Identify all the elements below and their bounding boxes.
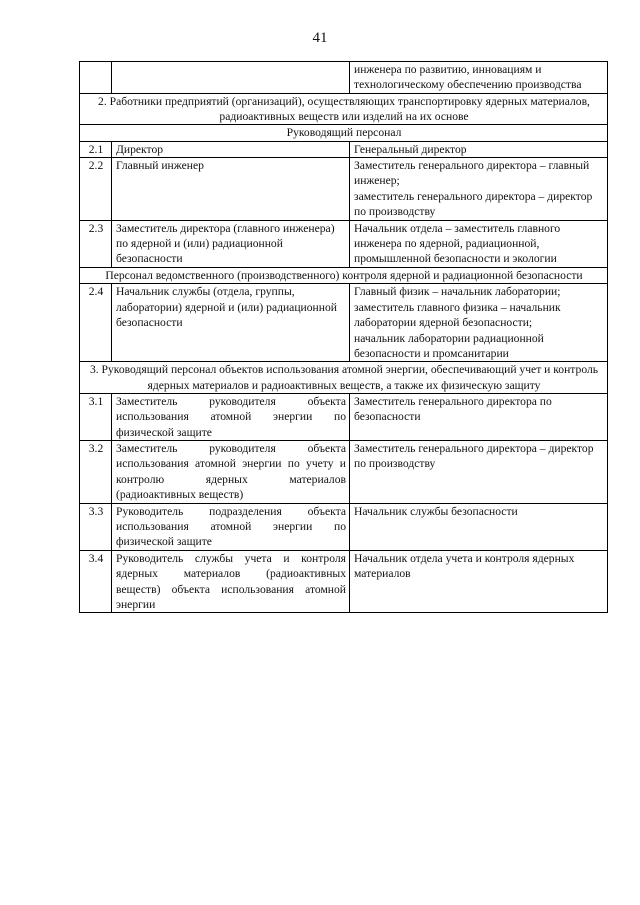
row-number	[80, 62, 112, 94]
table-row	[80, 158, 608, 221]
positions-table	[79, 61, 608, 613]
position-title: Начальник службы (отдела, группы, лаборатории) ядерной и (или) радиационной безопасности	[112, 284, 350, 362]
equivalent-position: Заместитель генерального директора – главный инженер;	[354, 159, 590, 188]
equivalent-positions	[350, 62, 608, 94]
table-row	[80, 550, 608, 613]
section-heading: 3. Руководящий персонал объектов использования атомной энергии, обеспечивающий учет и контроль ядерных материалов и радиоактивных веществ, а также их физическую защиту	[80, 362, 608, 393]
row-number: 3.1	[80, 393, 112, 440]
equivalent-position: Главный физик – начальник лаборатории;	[354, 285, 561, 299]
position-title: Главный инженер	[112, 158, 350, 221]
row-number: 3.4	[80, 550, 112, 613]
row-number: 3.3	[80, 503, 112, 550]
equivalent-position: Генеральный директор	[354, 142, 467, 156]
table-row	[80, 393, 608, 440]
equivalent-position: заместитель главного физика – начальник лаборатории ядерной безопасности;	[354, 300, 561, 330]
section-heading-row	[80, 93, 608, 124]
table-row	[80, 220, 608, 267]
equivalent-position: Начальник отдела учета и контроля ядерных материалов	[354, 551, 575, 581]
row-number: 2.3	[80, 220, 112, 267]
equivalent-position: Заместитель генерального директора – директор по производству	[354, 441, 594, 471]
page-number: 41	[312, 30, 328, 46]
section-heading: 2. Работники предприятий (организаций), осуществляющих транспортировку ядерных материалов, радиоактивных веществ или изделий на их основе	[80, 93, 608, 124]
table-row	[80, 503, 608, 550]
position-title: Заместитель руководителя объекта использования атомной энергии по учету и контролю ядерных материалов (радиоактивных веществ)	[112, 440, 350, 503]
equivalent-positions	[350, 503, 608, 550]
subsection-heading: Руководящий персонал	[80, 125, 608, 141]
row-number: 2.1	[80, 141, 112, 157]
row-number: 3.2	[80, 440, 112, 503]
equivalent-position: заместитель генерального директора – директор по производству	[354, 189, 593, 219]
equivalent-position: Начальник отдела – заместитель главного инженера по ядерной, радиационной, промышленной безопасности и экологии	[354, 221, 561, 266]
section-heading-row	[80, 362, 608, 393]
equivalent-positions	[350, 393, 608, 440]
position-title: Руководитель подразделения объекта использования атомной энергии по физической защите	[112, 503, 350, 550]
equivalent-position: начальник лаборатории радиационной безопасности и промсанитарии	[354, 331, 544, 360]
equivalent-positions	[350, 284, 608, 362]
equivalent-positions	[350, 220, 608, 267]
position-title: Руководитель службы учета и контроля ядерных материалов (радиоактивных веществ) объекта использования атомной энергии	[112, 550, 350, 613]
table-row	[80, 141, 608, 157]
table-row	[80, 440, 608, 503]
equivalent-positions	[350, 440, 608, 503]
equivalent-positions	[350, 158, 608, 221]
subsection-heading-row	[80, 267, 608, 283]
equivalent-position: Заместитель генерального директора по безопасности	[354, 394, 552, 424]
position-title: Заместитель директора (главного инженера) по ядерной и (или) радиационной безопасности	[112, 220, 350, 267]
table-row	[80, 284, 608, 362]
row-number: 2.4	[80, 284, 112, 362]
position-title: Директор	[112, 141, 350, 157]
position-title	[112, 62, 350, 94]
position-title: Заместитель руководителя объекта использования атомной энергии по физической защите	[112, 393, 350, 440]
subsection-heading-row	[80, 125, 608, 141]
row-number: 2.2	[80, 158, 112, 221]
equivalent-positions	[350, 141, 608, 157]
table-row	[80, 62, 608, 94]
equivalent-position: Начальник службы безопасности	[354, 504, 518, 518]
subsection-heading: Персонал ведомственного (производственного) контроля ядерной и радиационной безопасности	[80, 267, 608, 283]
equivalent-positions	[350, 550, 608, 613]
equivalent-position: инженера по развитию, инновациям и технологическому обеспечению производства	[354, 63, 582, 92]
